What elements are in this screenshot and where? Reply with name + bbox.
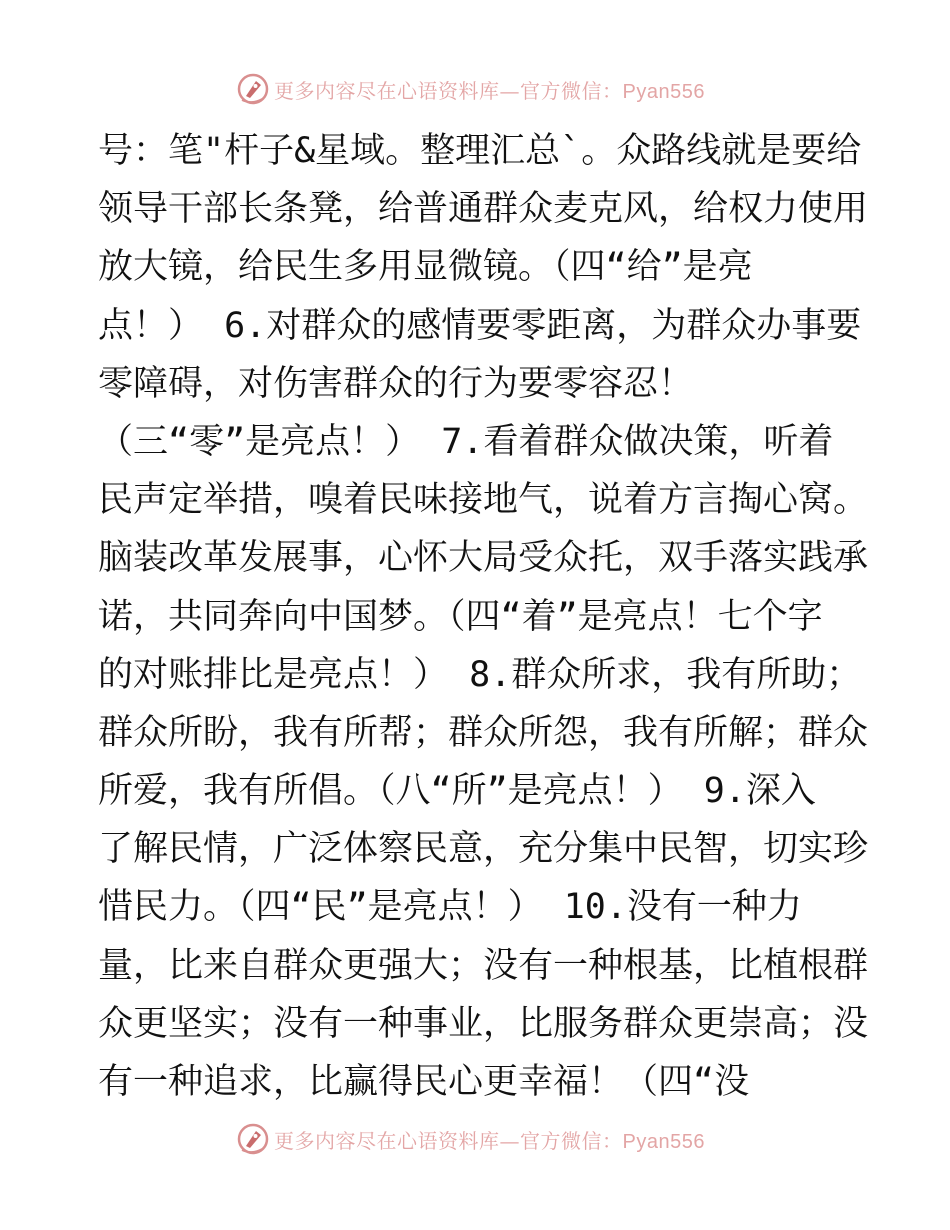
text-line: 脑装改革发展事，心怀大局受众托，双手落实践承 xyxy=(98,538,869,579)
text-line: 零障碍，对伤害群众的行为要零容忍！ xyxy=(98,363,694,404)
header-watermark xyxy=(236,72,705,106)
watermark-text-cn: 更多内容尽在心语资料库—官方微信： xyxy=(274,1128,623,1153)
text-line: 群众所盼，我有所帮；群众所怨，我有所解；群众 xyxy=(98,712,869,753)
text-line: 众更坚实；没有一种事业，比服务群众更崇高；没 xyxy=(98,1003,869,1044)
text-line: 所爱，我有所倡。（八“所”是亮点！） 9.深入 xyxy=(98,771,816,812)
text-line: （三“零”是亮点！） 7.看着群众做决策，听着 xyxy=(98,421,834,462)
text-line: 领导干部长条凳，给普通群众麦克风，给权力使用 xyxy=(98,189,869,230)
text-line: 量，比来自群众更强大；没有一种根基，比植根群 xyxy=(98,945,869,986)
pen-nib-circle-icon xyxy=(236,72,270,106)
body-text xyxy=(98,122,869,1111)
watermark-wechat-id: Pyan556 xyxy=(622,80,705,103)
watermark-text xyxy=(274,75,705,104)
text-line: 号：笔"杆子&星域。整理汇总`。众路线就是要给 xyxy=(98,131,862,171)
text-line: 点！） 6.对群众的感情要零距离，为群众办事要 xyxy=(98,305,862,346)
pen-nib-circle-icon xyxy=(236,1122,270,1156)
footer-watermark xyxy=(236,1122,705,1156)
text-line: 民声定举措，嗅着民味接地气，说着方言掏心窝。 xyxy=(98,480,869,521)
watermark-text-cn: 更多内容尽在心语资料库—官方微信： xyxy=(274,78,623,103)
watermark-wechat-id: Pyan556 xyxy=(622,1130,705,1153)
text-line: 有一种追求，比赢得民心更幸福！（四“没 xyxy=(98,1062,750,1102)
text-line: 惜民力。（四“民”是亮点！） 10.没有一种力 xyxy=(98,887,802,928)
text-line: 放大镜，给民生多用显微镜。（四“给”是亮 xyxy=(98,247,753,288)
text-line: 诺，共同奔向中国梦。（四“着”是亮点！七个字 xyxy=(98,596,823,637)
text-line: 的对账排比是亮点！） 8.群众所求，我有所助； xyxy=(98,654,862,695)
watermark-text xyxy=(274,1125,705,1154)
text-line: 了解民情，广泛体察民意，充分集中民智，切实珍 xyxy=(98,829,869,870)
